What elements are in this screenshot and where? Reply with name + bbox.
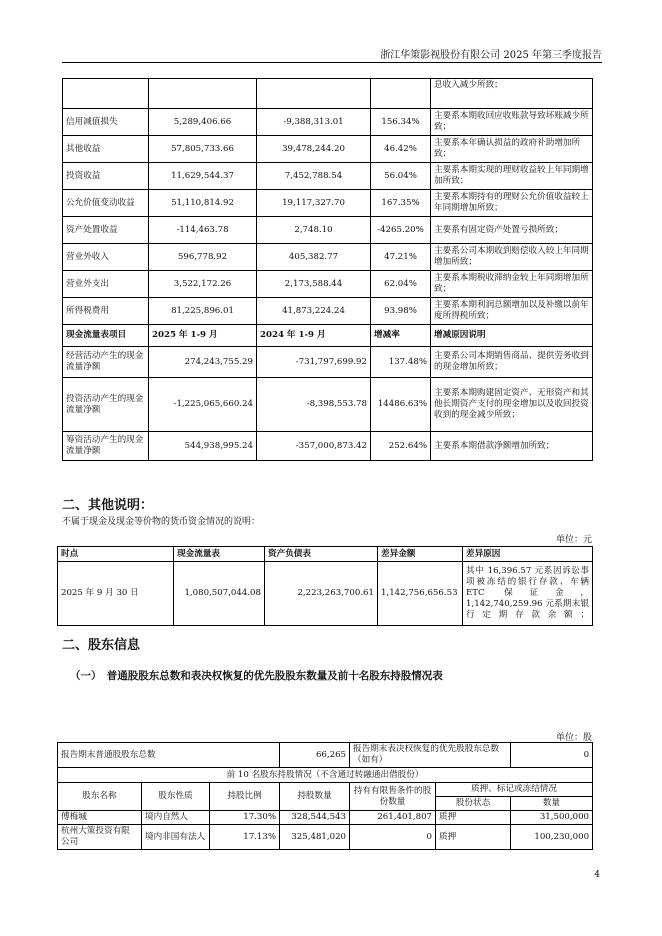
section-title-shareholders: 二、股东信息	[62, 638, 141, 653]
reason-cell: 主要系本期实现的理财收益较上年同期增加所致；	[431, 163, 593, 190]
prior-cell: -8,398,553.78	[257, 378, 371, 432]
table-header-row	[58, 547, 593, 562]
table-row	[63, 79, 593, 109]
name-cell: 杭州大策投资有限公司	[58, 825, 142, 850]
current-cell	[149, 79, 257, 109]
table-row	[63, 244, 593, 271]
subsection-title: （一） 普通股股东总数和表决权恢复的优先股股东数量及前十名股东持股情况表	[70, 670, 443, 682]
current-cell: 544,938,995.24	[149, 432, 257, 461]
reason-cell: 主要系本期收回应收账款导致坏账减少所致；	[431, 109, 593, 136]
pct-cell: -4265.20%	[371, 217, 431, 244]
pref-label: 报告期末表决权恢复的优先股股东总数（如有）	[350, 743, 511, 768]
header-name: 股东名称	[58, 783, 142, 811]
header-status: 股份状态	[436, 797, 511, 811]
table-row	[63, 136, 593, 163]
current-cell: 51,110,814.92	[149, 190, 257, 217]
total-label: 报告期末普通股股东总数	[58, 743, 280, 768]
table-row	[58, 562, 593, 626]
prior-cell: -731,797,699.92	[257, 347, 371, 378]
change-analysis-table	[62, 78, 593, 461]
amount-cell: 31,500,000	[511, 811, 593, 825]
item-cell: 所得税费用	[63, 298, 149, 325]
header-pct: 增减率	[371, 325, 431, 347]
table-row	[63, 217, 593, 244]
reason-cell: 主要系本期借款净额增加所致；	[431, 432, 593, 461]
table-header-row	[58, 783, 593, 797]
top10-title-row	[58, 768, 593, 783]
date-cell: 2025 年 9 月 30 日	[58, 562, 174, 626]
reason-cell: 息收入减少所致；	[431, 79, 593, 109]
current-cell: 5,289,406.66	[149, 109, 257, 136]
header-reason: 增减原因说明	[431, 325, 593, 347]
item-cell: 其他收益	[63, 136, 149, 163]
header-qty: 持股数量	[280, 783, 350, 811]
prior-cell: 19,117,327.70	[257, 190, 371, 217]
amount-cell: 100,230,000	[511, 825, 593, 850]
item-cell: 营业外收入	[63, 244, 149, 271]
reason-cell: 其中 16,396.57 元系因诉讼事项被冻结的银行存款、车辆 ETC 保证金，1,142,740,259.96 元系期末银行定期存款余额；	[463, 562, 593, 626]
table-row	[63, 109, 593, 136]
pct-cell	[371, 79, 431, 109]
table-row	[63, 298, 593, 325]
restricted-cell: 0	[350, 825, 436, 850]
pct-cell: 47.21%	[371, 244, 431, 271]
pct-cell: 14486.63%	[371, 378, 431, 432]
table-row	[63, 163, 593, 190]
unit-label: 单位：元	[555, 535, 592, 545]
pct-cell: 93.98%	[371, 298, 431, 325]
header-ratio: 持股比例	[210, 783, 280, 811]
table-row	[63, 271, 593, 298]
header-nature: 股东性质	[142, 783, 210, 811]
name-cell: 傅梅城	[58, 811, 142, 825]
header-date: 时点	[58, 547, 174, 562]
current-cell: 11,629,544.37	[149, 163, 257, 190]
report-header: 浙江华策影视股份有限公司 2025 年第三季度报告	[380, 50, 602, 61]
header-balance: 资产负债表	[265, 547, 378, 562]
pct-cell: 137.48%	[371, 347, 431, 378]
pref-value: 0	[511, 743, 593, 768]
table-row	[63, 347, 593, 378]
top10-title: 前 10 名股东持股情况（不含通过转融通出借股份）	[58, 768, 593, 783]
reason-cell: 主要系本期购建固定资产、无形资产和其他长期资产支付的现金增加以及收回投资收到的现金减少所致；	[431, 378, 593, 432]
header-reason: 差异原因	[463, 547, 593, 562]
item-cell: 投资活动产生的现金流量净额	[63, 378, 149, 432]
item-cell: 资产处置收益	[63, 217, 149, 244]
status-cell: 质押	[436, 825, 511, 850]
header-cashflow: 现金流量表	[174, 547, 265, 562]
qty-cell: 328,544,543	[280, 811, 350, 825]
header-current: 2025 年 1-9 月	[149, 325, 257, 347]
current-cell: 3,522,172.26	[149, 271, 257, 298]
reason-cell: 主要系公司本期收到赔偿收入较上年同期增加所致；	[431, 244, 593, 271]
reason-cell: 主要系本年确认损益的政府补助增加所致；	[431, 136, 593, 163]
diff-cell: 1,142,756,656.53	[378, 562, 463, 626]
table-row	[58, 825, 593, 850]
cashflow-header-row	[63, 325, 593, 347]
status-cell: 质押	[436, 811, 511, 825]
pct-cell: 156.34%	[371, 109, 431, 136]
cashflow-cell: 1,080,507,044.08	[174, 562, 265, 626]
nature-cell: 境内非国有法人	[142, 825, 210, 850]
pct-cell: 252.64%	[371, 432, 431, 461]
reason-cell: 主要系本期持有的理财公允价值收益较上年同期增加所致；	[431, 190, 593, 217]
current-cell: 274,243,755.29	[149, 347, 257, 378]
ratio-cell: 17.13%	[210, 825, 280, 850]
section-title-other: 二、其他说明：	[62, 498, 154, 513]
header-diff: 差异金额	[378, 547, 463, 562]
restricted-cell: 261,401,807	[350, 811, 436, 825]
reason-cell: 主要系本期利润总额增加以及补缴以前年度所得税所致；	[431, 298, 593, 325]
qty-cell: 325,481,020	[280, 825, 350, 850]
pct-cell: 167.35%	[371, 190, 431, 217]
prior-cell: -9,388,313.01	[257, 109, 371, 136]
prior-cell: 2,173,588.44	[257, 271, 371, 298]
prior-cell: 39,478,244.20	[257, 136, 371, 163]
page-number: 4	[594, 870, 600, 880]
prior-cell: 7,452,788.54	[257, 163, 371, 190]
nature-cell: 境内自然人	[142, 811, 210, 825]
prior-cell: 405,382.77	[257, 244, 371, 271]
current-cell: -1,225,065,660.24	[149, 378, 257, 432]
pct-cell: 46.42%	[371, 136, 431, 163]
prior-cell: -357,000,873.42	[257, 432, 371, 461]
prior-cell: 2,748.10	[257, 217, 371, 244]
item-cell: 信用减值损失	[63, 109, 149, 136]
header-item: 现金流量表项目	[63, 325, 149, 347]
prior-cell	[257, 79, 371, 109]
reason-cell: 主要系本期税收滞纳金较上年同期增加所致；	[431, 271, 593, 298]
item-cell	[63, 79, 149, 109]
ratio-cell: 17.30%	[210, 811, 280, 825]
prior-cell: 41,873,224.24	[257, 298, 371, 325]
summary-row	[58, 743, 593, 768]
table-row	[63, 432, 593, 461]
table-row	[58, 811, 593, 825]
cash-difference-table	[57, 546, 593, 626]
pct-cell: 56.04%	[371, 163, 431, 190]
unit-label-shares: 单位：股	[555, 733, 592, 743]
pct-cell: 62.04%	[371, 271, 431, 298]
reason-cell: 主要系公司本期销售商品、提供劳务收到的现金增加所致；	[431, 347, 593, 378]
item-cell: 筹资活动产生的现金流量净额	[63, 432, 149, 461]
total-value: 66,265	[280, 743, 350, 768]
header-restricted: 持有有限售条件的股份数量	[350, 783, 436, 811]
table-row	[63, 190, 593, 217]
shareholder-table	[57, 742, 593, 850]
item-cell: 营业外支出	[63, 271, 149, 298]
section-desc: 不属于现金及现金等价物的货币资金情况的说明：	[62, 517, 261, 527]
header-pledge: 质押、标记或冻结情况	[436, 783, 593, 797]
cashflow-rows	[63, 325, 593, 461]
header-prior: 2024 年 1-9 月	[257, 325, 371, 347]
header-divider	[62, 62, 602, 63]
table-row	[63, 378, 593, 432]
header-amount: 数量	[511, 797, 593, 811]
current-cell: 81,225,896.01	[149, 298, 257, 325]
item-cell: 投资收益	[63, 163, 149, 190]
reason-cell: 主要系有固定资产处置亏损所致；	[431, 217, 593, 244]
item-cell: 经营活动产生的现金流量净额	[63, 347, 149, 378]
current-cell: -114,463.78	[149, 217, 257, 244]
current-cell: 57,805,733.66	[149, 136, 257, 163]
balance-cell: 2,223,263,700.61	[265, 562, 378, 626]
item-cell: 公允价值变动收益	[63, 190, 149, 217]
current-cell: 596,778.92	[149, 244, 257, 271]
income-rows	[63, 79, 593, 325]
